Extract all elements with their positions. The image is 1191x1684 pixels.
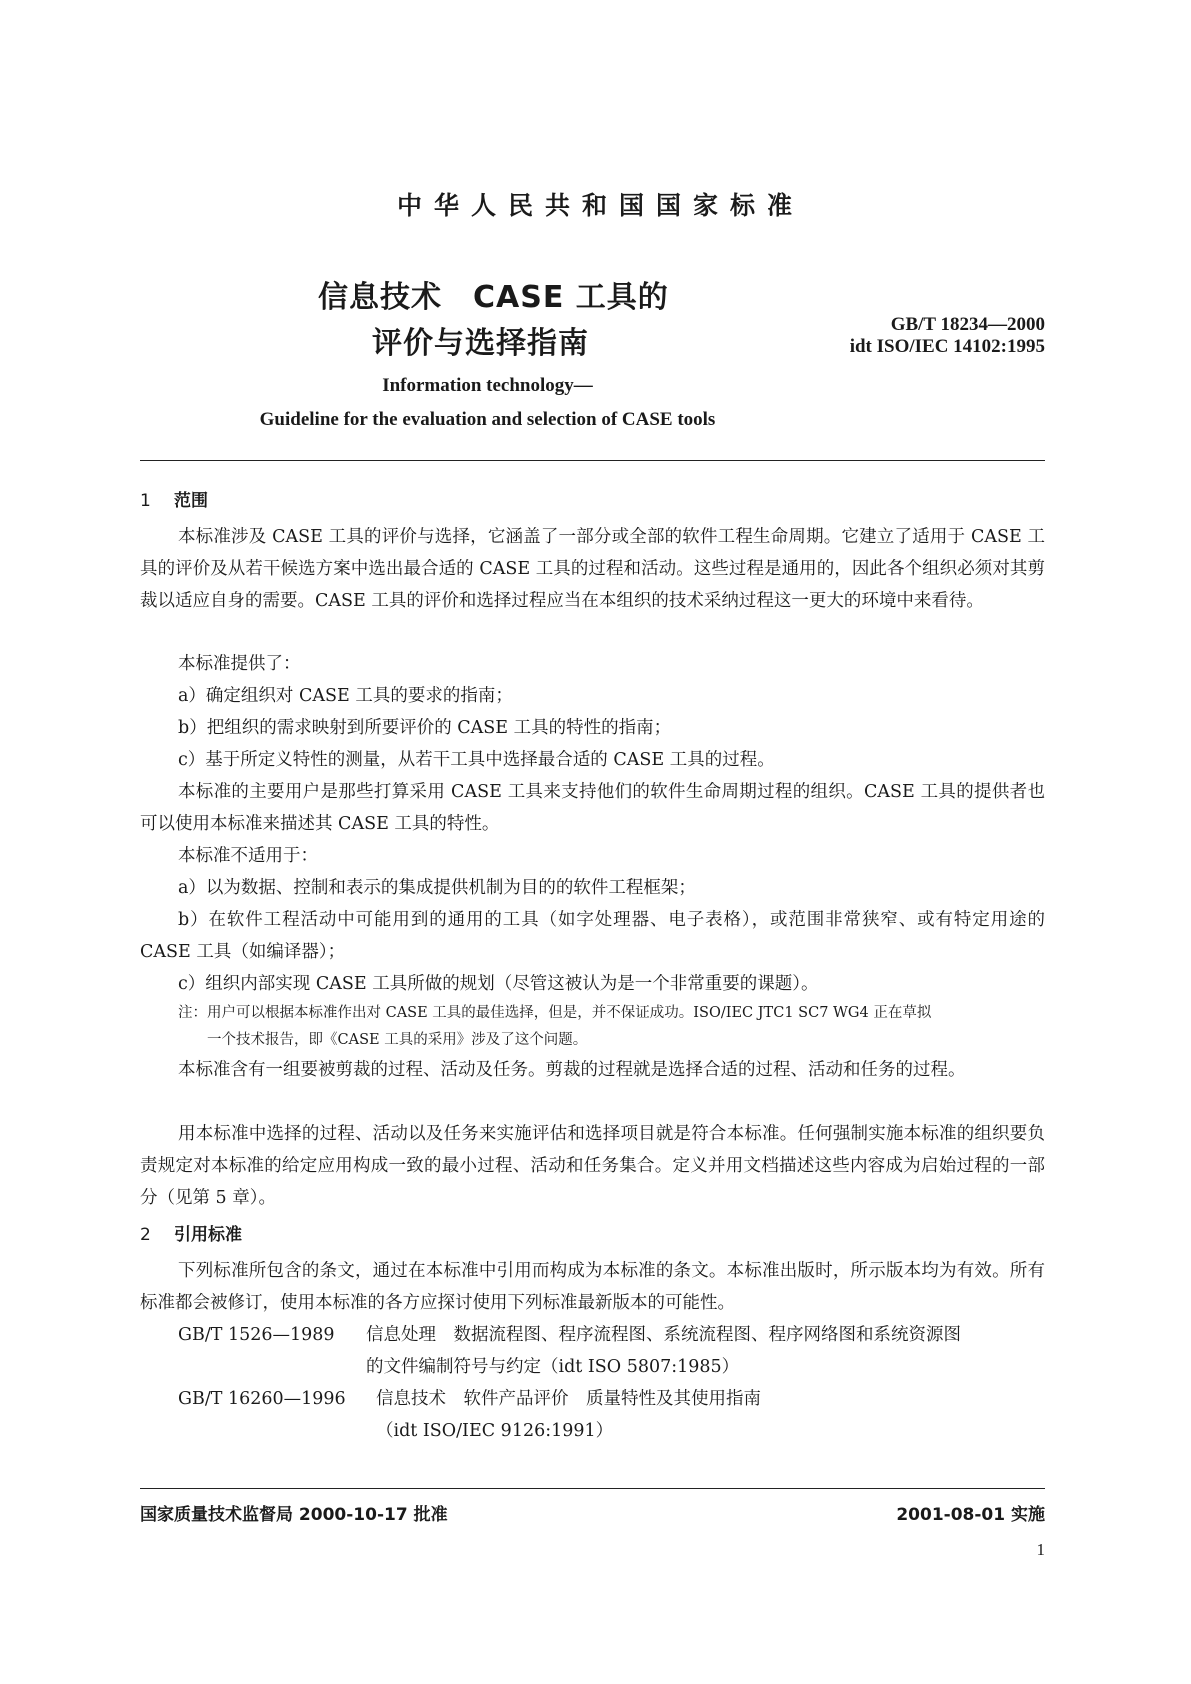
english-title-line-2: Guideline for the evaluation and selection of CASE tools: [259, 409, 716, 430]
bottom-divider: [140, 1488, 1045, 1489]
not-apply-item-a: a）以为数据、控制和表示的集成提供机制为目的的软件工程框架；: [178, 878, 696, 898]
note-line-2: 一个技术报告，即《CASE 工具的采用》涉及了这个问题。: [207, 1032, 588, 1048]
section-1-title: 范围: [174, 491, 208, 511]
section-1-paragraph-6: 用本标准中选择的过程、活动以及任务来实施评估和选择项目就是符合本标准。任何强制实施本标准的组织要负责规定对本标准的给定应用构成一致的最小过程、活动和任务集合。定义并用文档描述这些内容成为启始过程的一部分（见第 5 章）。: [140, 1124, 1045, 1208]
reference-1-title-line-1: 信息处理 数据流程图、程序流程图、系统流程图、程序网络图和系统资源图: [366, 1325, 961, 1345]
standard-header: 中华人民共和国国家标准: [396, 191, 804, 220]
provides-item-b: b）把组织的需求映射到所要评价的 CASE 工具的特性的指南；: [178, 718, 672, 738]
standard-code: GB/T 18234—2000: [890, 314, 1045, 335]
english-title-line-1: Information technology—: [382, 375, 593, 396]
section-1-paragraph-4: 本标准不适用于：: [178, 846, 318, 866]
reference-2-title-line-1: 信息技术 软件产品评价 质量特性及其使用指南: [376, 1389, 761, 1409]
note: [178, 1000, 1045, 1054]
not-apply-item-c: c）组织内部实现 CASE 工具所做的规划（尽管这被认为是一个非常重要的课题）。: [178, 974, 819, 994]
idt-code: idt ISO/IEC 14102:1995: [849, 336, 1045, 357]
provides-item-c: c）基于所定义特性的测量，从若干工具中选择最合适的 CASE 工具的过程。: [178, 750, 775, 770]
section-2-number: 2: [140, 1225, 151, 1245]
reference-1-title-line-2: 的文件编制符号与约定（idt ISO 5807:1985）: [366, 1357, 740, 1377]
section-1-number: 1: [140, 491, 151, 511]
section-2-paragraph-1: 下列标准所包含的条文，通过在本标准中引用而构成为本标准的条文。本标准出版时，所示版本均为有效。所有标准都会被修订，使用本标准的各方应探讨使用下列标准最新版本的可能性。: [140, 1261, 1045, 1313]
provides-item-a: a）确定组织对 CASE 工具的要求的指南；: [178, 686, 513, 706]
section-1-paragraph-3: 本标准的主要用户是那些打算采用 CASE 工具来支持他们的软件生命周期过程的组织。CASE 工具的提供者也可以使用本标准来描述其 CASE 工具的特性。: [140, 782, 1045, 834]
title-line-2: 评价与选择指南: [372, 326, 589, 361]
top-divider: [140, 460, 1045, 461]
section-2-heading: [140, 1220, 242, 1245]
reference-1-code: GB/T 1526—1989: [178, 1325, 335, 1345]
section-2-title: 引用标准: [174, 1225, 242, 1245]
title-line-1: 信息技术 CASE 工具的: [318, 280, 669, 315]
section-1-paragraph-1: 本标准涉及 CASE 工具的评价与选择，它涵盖了一部分或全部的软件工程生命周期。它建立了适用于 CASE 工具的评价及从若干候选方案中选出最合适的 CASE 工具的过程和活动。这些过程是通用的，因此各个组织必须对其剪裁以适应自身的需要。CASE 工具的评价和选择过程应当在本组织的技术采纳过程这一更大的环境中来看待。: [140, 527, 1045, 611]
page-number: 1: [1036, 1540, 1045, 1559]
approval-info: 国家质量技术监督局 2000-10-17 批准: [140, 1505, 448, 1525]
section-1-heading: [140, 486, 208, 511]
section-1-paragraph-2: 本标准提供了：: [178, 654, 301, 674]
reference-2-code: GB/T 16260—1996: [178, 1389, 346, 1409]
not-apply-item-b: b）在软件工程活动中可能用到的通用的工具（如字处理器、电子表格），或范围非常狭窄、或有特定用途的 CASE 工具（如编译器）；: [140, 910, 1045, 962]
reference-2-title-line-2: （idt ISO/IEC 9126:1991）: [376, 1421, 614, 1441]
effective-date: 2001-08-01 实施: [896, 1505, 1045, 1525]
section-1-paragraph-5: 本标准含有一组要被剪裁的过程、活动及任务。剪裁的过程就是选择合适的过程、活动和任务的过程。: [178, 1060, 966, 1080]
note-line-1: 注：用户可以根据本标准作出对 CASE 工具的最佳选择，但是，并不保证成功。ISO/IEC JTC1 SC7 WG4 正在草拟: [178, 1005, 932, 1021]
